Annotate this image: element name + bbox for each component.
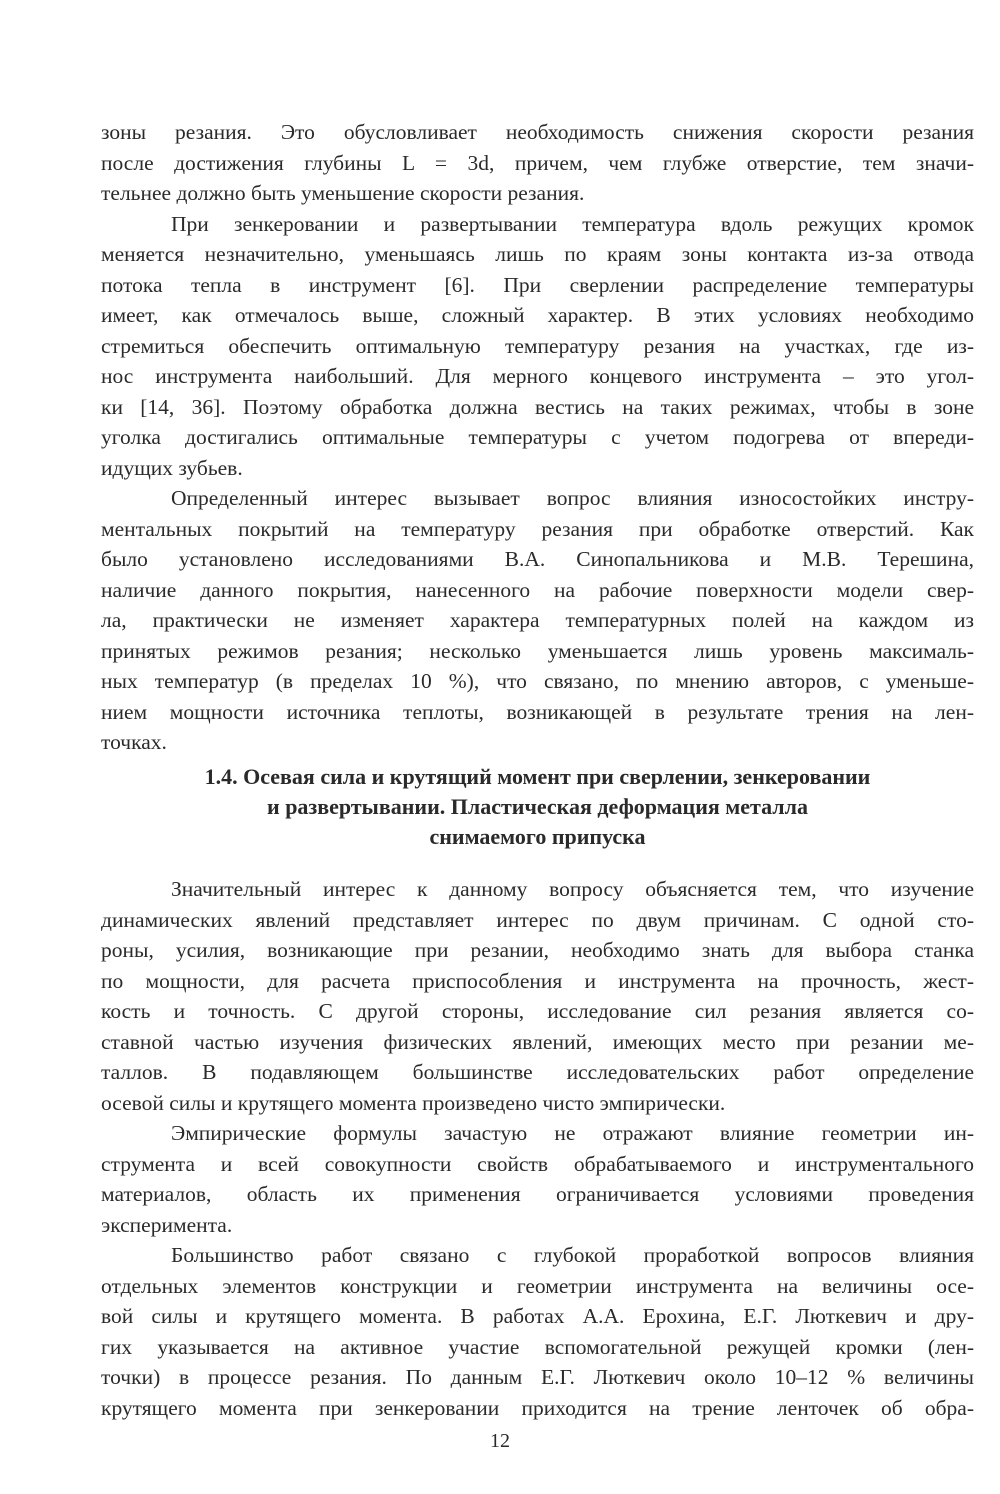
text-line: кость и точность. С другой стороны, исследование сил резания является со- <box>101 999 974 1023</box>
text-line: Эмпирические формулы зачастую не отражают влияние геометрии ин- <box>171 1121 974 1145</box>
section-heading-line: 1.4. Осевая сила и крутящий момент при сверлении, зенкеровании <box>204 764 871 789</box>
text-line: стремиться обеспечить оптимальную температуру резания на участках, где из- <box>101 333 974 358</box>
section-heading-line: и развертывании. Пластическая деформация металла <box>267 794 808 819</box>
text-line: материалов, область их применения ограничивается условиями проведения <box>101 1182 974 1206</box>
text-line: вой силы и крутящего момента. В работах А.А. Ерохина, Е.Г. Люткевич и дру- <box>101 1304 974 1328</box>
section-heading-line: снимаемого припуска <box>429 824 646 849</box>
text-line: наличие данного покрытия, нанесенного на рабочие поверхности модели свер- <box>101 577 974 602</box>
text-line: идущих зубьев. <box>101 455 243 480</box>
text-line: крутящего момента при зенкеровании приходится на трение ленточек об обра- <box>101 1395 974 1420</box>
text-line: ставной частью изучения физических явлений, имеющих место при резании ме- <box>101 1029 974 1054</box>
text-line: нием мощности источника теплоты, возникающей в результате трения на лен- <box>101 699 974 724</box>
text-line: точки) в процессе резания. По данным Е.Г. Люткевич около 10–12 % величины <box>101 1365 974 1389</box>
text-line: Большинство работ связано с глубокой проработкой вопросов влияния <box>171 1243 974 1267</box>
text-line: принятых режимов резания; несколько уменьшается лишь уровень максималь- <box>101 638 974 663</box>
text-line: ки [14, 36]. Поэтому обработка должна вестись на таких режимах, чтобы в зоне <box>101 394 974 419</box>
text-line: Значительный интерес к данному вопросу объясняется тем, что изучение <box>171 877 974 901</box>
text-line: струмента и всей совокупности свойств обрабатываемого и инструментального <box>101 1151 974 1176</box>
text-line: эксперимента. <box>101 1212 233 1237</box>
text-line: осевой силы и крутящего момента произведено чисто эмпирически. <box>101 1090 726 1115</box>
text-line: гих указывается на активное участие вспомогательной режущей кромки (лен- <box>101 1334 974 1359</box>
text-line: меняется незначительно, уменьшаясь лишь по краям зоны контакта из-за отвода <box>101 242 974 266</box>
text-line: потока тепла в инструмент [6]. При сверлении распределение температуры <box>101 272 974 297</box>
text-line: зоны резания. Это обусловливает необходимость снижения скорости резания <box>101 120 974 144</box>
text-line: Определенный интерес вызывает вопрос влияния износостойких инстру- <box>171 486 974 510</box>
text-line: по мощности, для расчета приспособления и инструмента на прочность, жест- <box>101 968 974 993</box>
section-heading <box>101 762 974 852</box>
text-line: тельнее должно быть уменьшение скорости резания. <box>101 181 585 205</box>
text-line: уголка достигались оптимальные температуры с учетом подогрева от впереди- <box>101 425 974 449</box>
text-line: имеет, как отмечалось выше, сложный характер. В этих условиях необходимо <box>101 303 974 327</box>
text-line: таллов. В подавляющем большинстве исследовательских работ определение <box>101 1060 974 1084</box>
text-line: точках. <box>101 730 167 754</box>
text-line: ных температур (в пределах 10 %), что связано, по мнению авторов, с уменьше- <box>101 669 974 693</box>
text-line: ла, практически не изменяет характера температурных полей на каждом из <box>101 608 974 632</box>
body-text-bottom <box>101 874 974 1423</box>
text-line: ментальных покрытий на температуру резания при обработке отверстий. Как <box>101 516 974 541</box>
text-line: нос инструмента наибольший. Для мерного концевого инструмента – это угол- <box>101 364 974 388</box>
text-line: отдельных элементов конструкции и геометрии инструмента на величины осе- <box>101 1273 974 1298</box>
text-line: было установлено исследованиями В.А. Синопальникова и М.В. Терешина, <box>101 547 974 571</box>
text-line: после достижения глубины L = 3d, причем, чем глубже отверстие, тем значи- <box>101 150 974 175</box>
text-line: При зенкеровании и развертывании температура вдоль режущих кромок <box>171 211 974 236</box>
text-line: роны, усилия, возникающие при резании, необходимо знать для выбора станка <box>101 938 974 962</box>
body-text-top <box>101 117 974 758</box>
page-number: 12 <box>490 1430 510 1452</box>
text-line: динамических явлений представляет интерес по двум причинам. С одной сто- <box>101 907 974 932</box>
